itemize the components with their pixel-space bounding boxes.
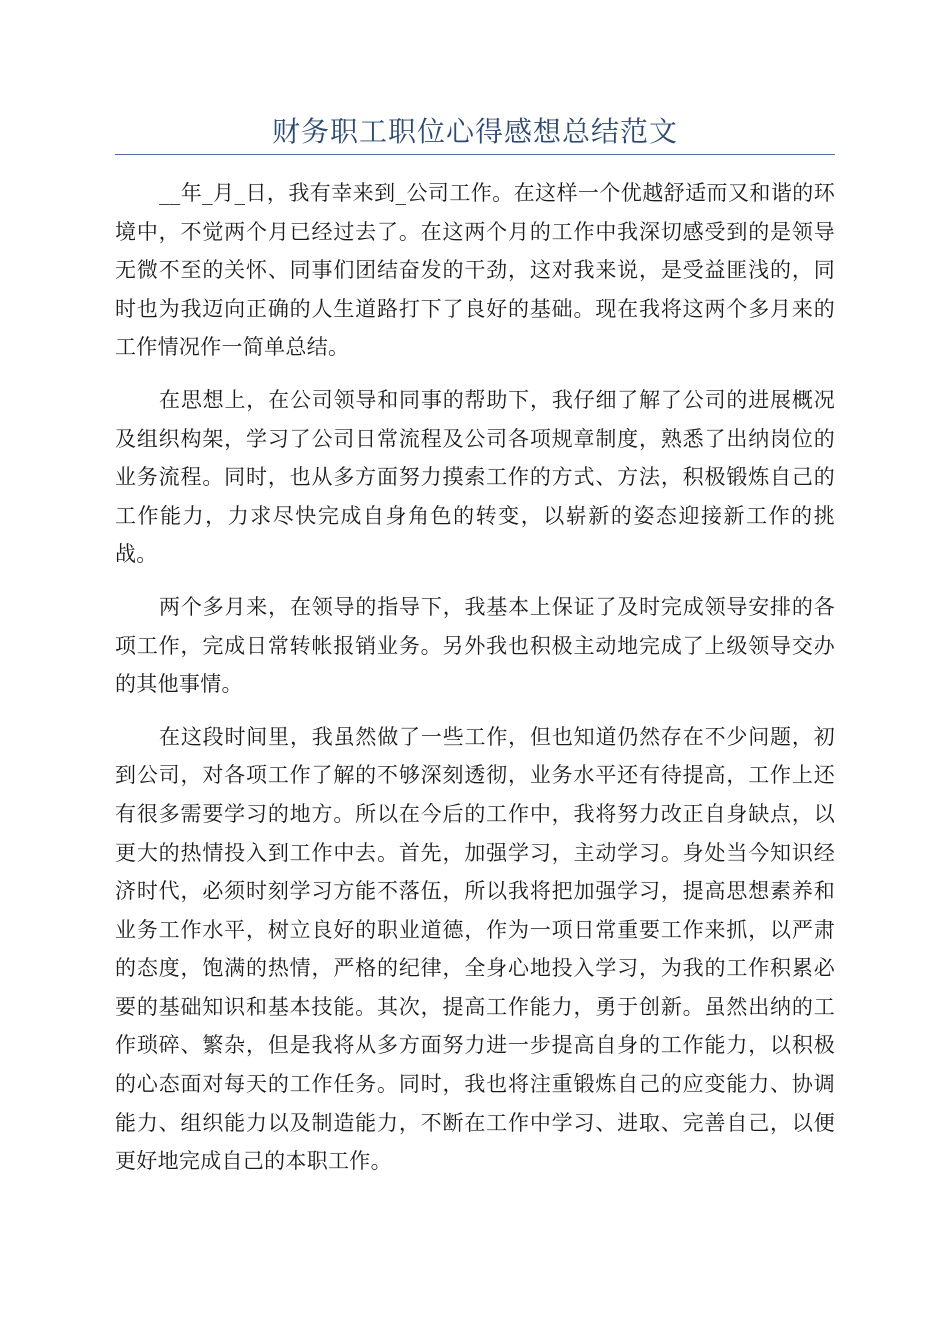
- paragraph-intro: __年_月_日，我有幸来到_公司工作。在这样一个优越舒适而又和谐的环境中，不觉两个月已经过去了。在这两个月的工作中我深切感受到的是领导无微不至的关怀、同事们团结奋发的干劲，这对我来说，是受益匪浅的，同时也为我迈向正确的人生道路打下了良好的基础。现在我将这两个多月来的工作情况作一简单总结。: [115, 181, 835, 360]
- document-body: [115, 174, 835, 1195]
- paragraph-thinking: 在思想上，在公司领导和同事的帮助下，我仔细了解了公司的进展概况及组织构架，学习了公司日常流程及公司各项规章制度，熟悉了出纳岗位的业务流程。同时，也从多方面努力摸索工作的方式、方法，积极锻炼自己的工作能力，力求尽快完成自身角色的转变，以崭新的姿态迎接新工作的挑战。: [115, 387, 835, 567]
- page-title: 财务职工职位心得感想总结范文: [271, 115, 678, 148]
- paragraph-work: 两个多月来，在领导的指导下，我基本上保证了及时完成领导安排的各项工作，完成日常转帐报销业务。另外我也积极主动地完成了上级领导交办的其他事情。: [115, 594, 835, 697]
- title-underline: [115, 154, 835, 155]
- title-block: [115, 112, 835, 155]
- paragraph-problems-plans: 在这段时间里，我虽然做了一些工作，但也知道仍然存在不少问题，初到公司，对各项工作了解的不够深刻透彻，业务水平还有待提高，工作上还有很多需要学习的地方。所以在今后的工作中，我将努力改正自身缺点，以更大的热情投入到工作中去。首先，加强学习，主动学习。身处当今知识经济时代，必须时刻学习方能不落伍，所以我将把加强学习，提高思想素养和业务工作水平，树立良好的职业道德，作为一项日常重要工作来抓，以严肃的态度，饱满的热情，严格的纪律，全身心地投入学习，为我的工作积累必要的基础知识和基本技能。其次，提高工作能力，勇于创新。虽然出纳的工作琐碎、繁杂，但是我将从多方面努力进一步提高自身的工作能力，以积极的心态面对每天的工作任务。同时，我也将注重锻炼自己的应变能力、协调能力、组织能力以及制造能力，不断在工作中学习、进取、完善自己，以便更好地完成自己的本职工作。: [115, 724, 835, 1174]
